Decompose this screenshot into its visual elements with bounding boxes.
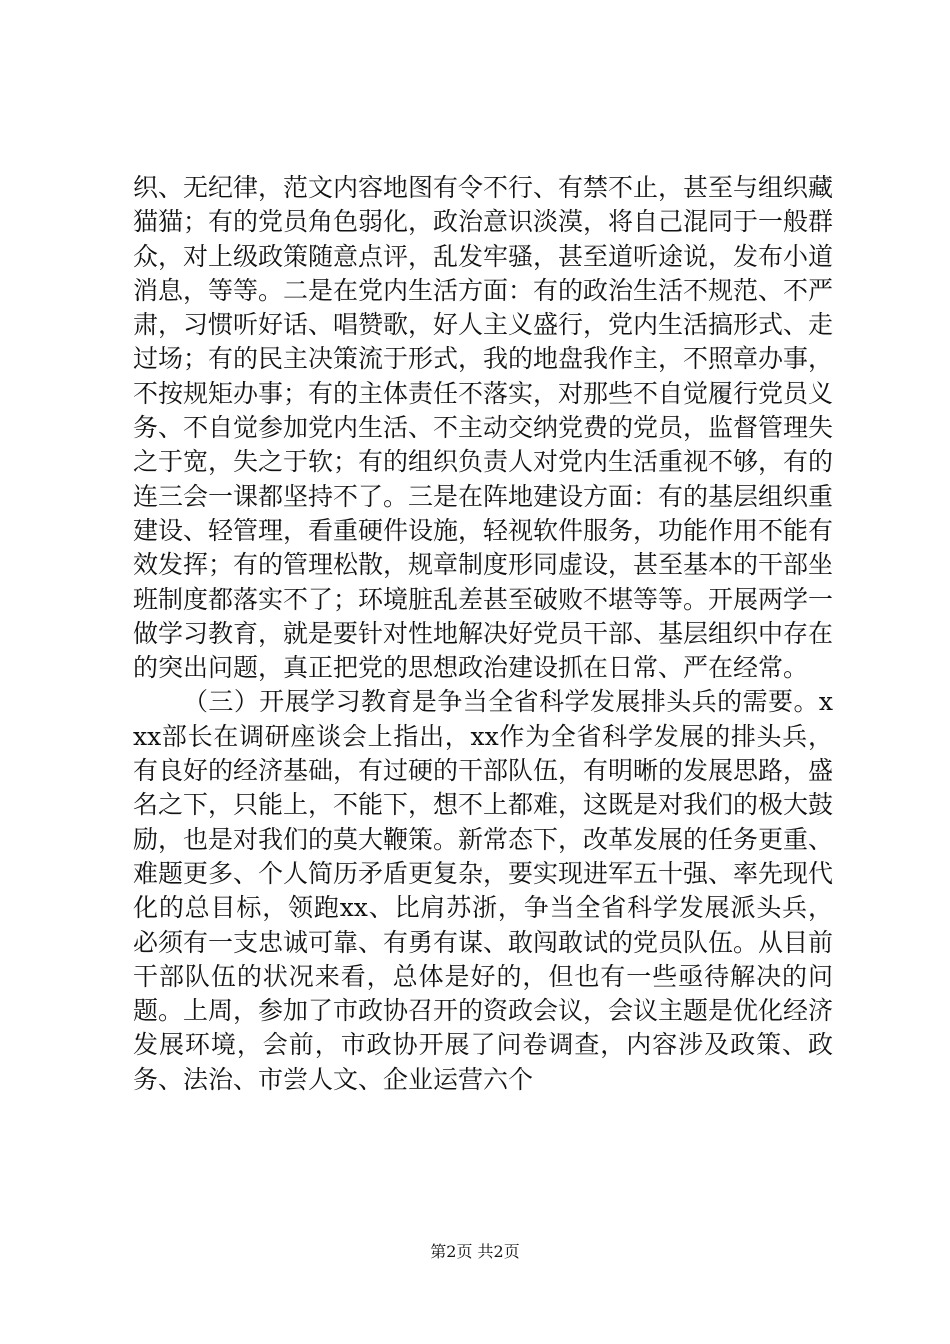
page-footer	[0, 1242, 950, 1262]
page-number-label: 第2页 共2页	[430, 1242, 520, 1261]
document-body	[133, 171, 833, 1097]
body-paragraph-1: 织、无纪律，范文内容地图有令不行、有禁不止，甚至与组织藏猫猫；有的党员角色弱化，政治意识淡漠，将自己混同于一般群众，对上级政策随意点评，乱发牢骚，甚至道听途说，发布小道消息，等等。二是在党内生活方面：有的政治生活不规范、不严肃，习惯听好话、唱赞歌，好人主义盛行，党内生活搞形式、走过场；有的民主决策流于形式，我的地盘我作主，不照章办事，不按规矩办事；有的主体责任不落实，对那些不自觉履行党员义务、不自觉参加党内生活、不主动交纳党费的党员，监督管理失之于宽，失之于软；有的组织负责人对党内生活重视不够，有的连三会一课都坚持不了。三是在阵地建设方面：有的基层组织重建设、轻管理，看重硬件设施，轻视软件服务，功能作用不能有效发挥；有的管理松散，规章制度形同虚设，甚至基本的干部坐班制度都落实不了；环境脏乱差甚至破败不堪等等。开展两学一做学习教育，就是要针对性地解决好党员干部、基层组织中存在的突出问题，真正把党的思想政治建设抓在日常、严在经常。	[133, 173, 834, 683]
body-paragraph-2: （三）开展学习教育是争当全省科学发展排头兵的需要。xxx部长在调研座谈会上指出，xx作为全省科学发展的排头兵，有良好的经济基础，有过硬的干部队伍，有明晰的发展思路，盛名之下，只能上，不能下，想不上都难，这既是对我们的极大鼓励，也是对我们的莫大鞭策。新常态下，改革发展的任务更重、难题更多、个人简历矛盾更复杂，要实现进军五十强、率先现代化的总目标，领跑xx、比肩苏浙，争当全省科学发展派头兵，必须有一支忠诚可靠、有勇有谋、敢闯敢试的党员队伍。从目前干部队伍的状况来看，总体是好的，但也有一些亟待解决的问题。上周，参加了市政协召开的资政会议，会议主题是优化经济发展环境，会前，市政协开展了问卷调查，内容涉及政策、政务、法治、市尝人文、企业运营六个	[133, 687, 834, 1094]
